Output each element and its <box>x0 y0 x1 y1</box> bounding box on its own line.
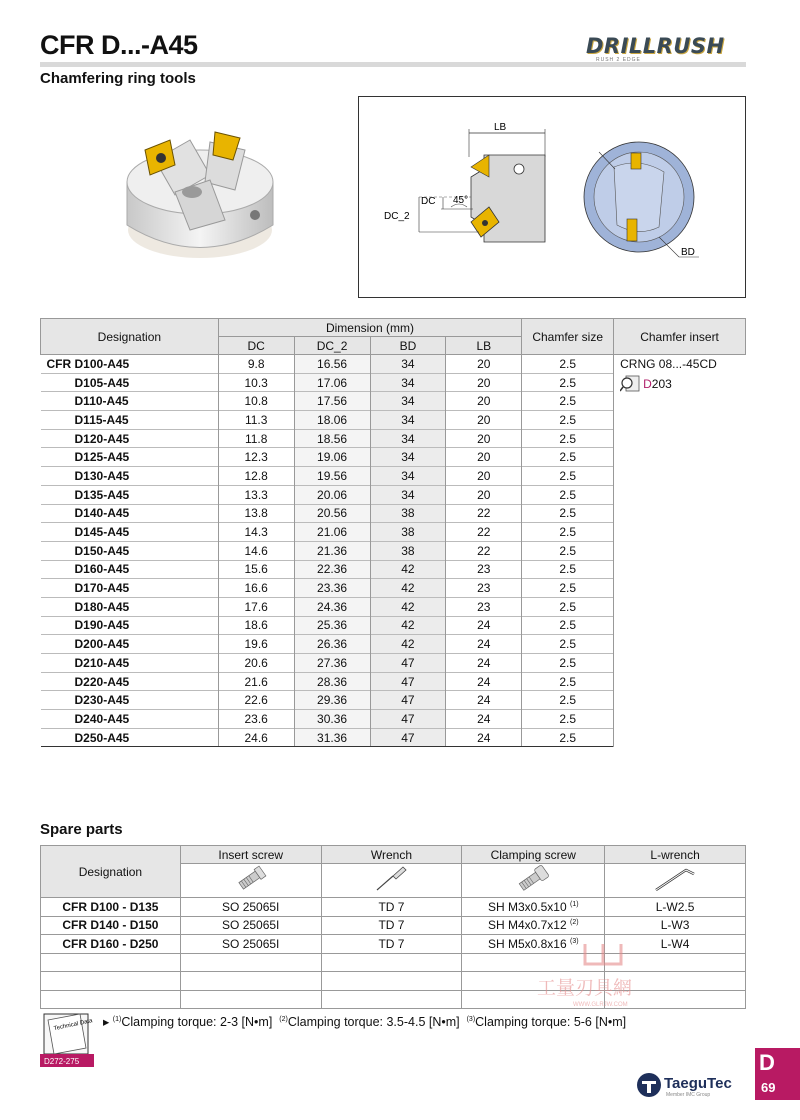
screwdriver-icon <box>371 864 411 894</box>
lb-cell: 23 <box>446 579 522 598</box>
designation-code: D170-A45 <box>74 581 130 596</box>
section-letter: D <box>759 1050 775 1075</box>
designation-cell <box>41 504 219 523</box>
designation-cell <box>41 523 219 542</box>
designation-code: D115-A45 <box>74 412 129 427</box>
col-lb: LB <box>446 337 522 355</box>
designation-code: D150-A45 <box>74 543 130 558</box>
torque-note-1: Clamping torque: 2-3 [N•m] <box>121 1015 273 1029</box>
dc-cell: 24.6 <box>218 728 294 747</box>
bd-cell: 47 <box>370 728 446 747</box>
spare-col-l-wrench: L-wrench <box>605 846 746 864</box>
designation-code: D110-A45 <box>74 394 129 409</box>
chamfer-size-cell: 2.5 <box>522 635 614 654</box>
footnote-marker: (3) <box>570 937 579 945</box>
lb-cell: 24 <box>446 654 522 673</box>
dc2-cell: 28.36 <box>294 672 370 691</box>
chamfer-size-cell: 2.5 <box>522 392 614 411</box>
dc2-cell: 18.56 <box>294 429 370 448</box>
triangle-bullet-icon: ▸ <box>103 1015 110 1029</box>
col-dc2: DC_2 <box>294 337 370 355</box>
wrench-cell: TD 7 <box>321 898 462 917</box>
spare-col-clamping-screw: Clamping screw <box>462 846 605 864</box>
dc-cell: 11.3 <box>218 411 294 430</box>
dc-cell: 12.3 <box>218 448 294 467</box>
bd-cell: 38 <box>370 541 446 560</box>
table-row <box>41 355 746 374</box>
dc2-cell: 18.06 <box>294 411 370 430</box>
chamfer-size-cell: 2.5 <box>522 616 614 635</box>
bd-cell: 34 <box>370 392 446 411</box>
designation-cell <box>41 485 219 504</box>
label-dc2: DC_2 <box>384 211 410 222</box>
magnifier-icon <box>620 375 640 393</box>
bd-cell: 47 <box>370 691 446 710</box>
col-chamfer-size: Chamfer size <box>522 319 614 355</box>
insert-ref-letter: D <box>643 377 652 391</box>
designation-code: D210-A45 <box>74 655 130 670</box>
chamfer-size-cell: 2.5 <box>522 654 614 673</box>
bd-cell: 34 <box>370 467 446 486</box>
chamfer-size-cell: 2.5 <box>522 373 614 392</box>
section-tab[interactable] <box>755 1048 800 1100</box>
designation-code: D160-A45 <box>74 562 130 577</box>
designation-prefix: CFR <box>46 356 72 371</box>
chamfer-size-cell: 2.5 <box>522 523 614 542</box>
designation-cell <box>41 635 219 654</box>
watermark-text: 工量刃具網 <box>537 977 633 999</box>
chamfer-size-cell: 2.5 <box>522 672 614 691</box>
chamfer-size-cell: 2.5 <box>522 579 614 598</box>
spare-designation: CFR D160 - D250 <box>41 935 181 954</box>
designation-code: D250-A45 <box>74 730 130 745</box>
lb-cell: 24 <box>446 691 522 710</box>
torque-note-2: Clamping torque: 3.5-4.5 [N•m] <box>287 1015 460 1029</box>
designation-cell <box>41 429 219 448</box>
dc-cell: 11.8 <box>218 429 294 448</box>
clamping-screw-icon-cell <box>462 864 605 898</box>
chamfer-size-cell: 2.5 <box>522 448 614 467</box>
insert-screw-cell: SO 25065I <box>180 898 321 917</box>
dc2-cell: 27.36 <box>294 654 370 673</box>
footnote-marker: (2) <box>570 919 579 927</box>
designation-cell <box>41 691 219 710</box>
bd-cell: 47 <box>370 672 446 691</box>
chamfer-size-cell: 2.5 <box>522 597 614 616</box>
designation-cell <box>41 467 219 486</box>
footnote-number: (3) <box>466 1015 476 1023</box>
logo-text: DRILLRUSH <box>586 34 725 58</box>
dc-cell: 13.8 <box>218 504 294 523</box>
dc-cell: 14.6 <box>218 541 294 560</box>
designation-cell <box>41 672 219 691</box>
technical-data-label: Technical Data <box>53 1018 94 1033</box>
l-wrench-icon <box>650 864 700 894</box>
page-subtitle: Chamfering ring tools <box>40 70 196 87</box>
dc-cell: 14.3 <box>218 523 294 542</box>
insert-code: CRNG 08...-45CD <box>620 357 717 371</box>
designation-code: D100-A45 <box>74 356 130 371</box>
dc2-cell: 16.56 <box>294 355 370 374</box>
chamfer-size-cell: 2.5 <box>522 411 614 430</box>
chamfer-size-cell: 2.5 <box>522 728 614 747</box>
designation-code: D145-A45 <box>74 525 130 540</box>
designation-code: D180-A45 <box>74 599 130 614</box>
chamfer-size-cell: 2.5 <box>522 485 614 504</box>
chamfer-size-cell: 2.5 <box>522 429 614 448</box>
designation-code: D130-A45 <box>74 468 130 483</box>
bd-cell: 34 <box>370 373 446 392</box>
bd-cell: 34 <box>370 448 446 467</box>
brand-sub: Member IMC Group <box>666 1092 711 1098</box>
designation-code: D230-A45 <box>74 693 130 708</box>
bd-cell: 34 <box>370 429 446 448</box>
dc2-cell: 21.06 <box>294 523 370 542</box>
watermark <box>533 937 673 1010</box>
technical-data-pages: D272-275 <box>44 1057 80 1066</box>
table-row <box>41 916 746 935</box>
designation-cell <box>41 654 219 673</box>
label-bd: BD <box>681 247 695 258</box>
drillrush-logo <box>578 34 748 64</box>
brand-name: TaeguTec <box>664 1075 732 1092</box>
insert-screw-icon <box>231 864 271 894</box>
dc2-cell: 25.36 <box>294 616 370 635</box>
dc2-cell: 31.36 <box>294 728 370 747</box>
bd-cell: 34 <box>370 485 446 504</box>
dimension-table <box>40 318 746 747</box>
designation-cell <box>41 392 219 411</box>
designation-cell <box>41 597 219 616</box>
lb-cell: 24 <box>446 728 522 747</box>
chamfer-size-cell: 2.5 <box>522 355 614 374</box>
clamping-screw-value: SH M3x0.5x10 <box>487 899 567 914</box>
bd-cell: 47 <box>370 654 446 673</box>
designation-cell <box>41 355 219 374</box>
dc2-cell: 29.36 <box>294 691 370 710</box>
wrench-cell: TD 7 <box>321 935 462 954</box>
dc-cell: 10.3 <box>218 373 294 392</box>
col-bd: BD <box>370 337 446 355</box>
dc-cell: 15.6 <box>218 560 294 579</box>
dc2-cell: 17.56 <box>294 392 370 411</box>
bd-cell: 42 <box>370 635 446 654</box>
watermark-url: WWW.GLRJW.COM <box>573 1002 628 1008</box>
dc-cell: 19.6 <box>218 635 294 654</box>
l-wrench-cell: L-W3 <box>605 916 746 935</box>
designation-cell <box>41 541 219 560</box>
dc2-cell: 20.56 <box>294 504 370 523</box>
lb-cell: 20 <box>446 355 522 374</box>
lb-cell: 20 <box>446 429 522 448</box>
l-wrench-icon-cell <box>605 864 746 898</box>
lb-cell: 20 <box>446 485 522 504</box>
label-lb: LB <box>494 122 507 133</box>
bd-cell: 34 <box>370 355 446 374</box>
lb-cell: 23 <box>446 560 522 579</box>
lb-cell: 24 <box>446 710 522 729</box>
lb-cell: 22 <box>446 504 522 523</box>
dc2-cell: 17.06 <box>294 373 370 392</box>
designation-code: D105-A45 <box>74 375 130 390</box>
page-title: CFR D...-A45 <box>40 30 198 60</box>
designation-cell <box>41 579 219 598</box>
dc-cell: 18.6 <box>218 616 294 635</box>
bd-cell: 42 <box>370 560 446 579</box>
bd-cell: 42 <box>370 579 446 598</box>
lb-cell: 24 <box>446 616 522 635</box>
clamping-screw-cell <box>462 916 605 935</box>
dc-cell: 12.8 <box>218 467 294 486</box>
dc2-cell: 30.36 <box>294 710 370 729</box>
bd-cell: 47 <box>370 710 446 729</box>
spare-col-designation: Designation <box>41 846 181 898</box>
tool-photo <box>115 120 285 265</box>
lb-cell: 24 <box>446 635 522 654</box>
dc-cell: 22.6 <box>218 691 294 710</box>
footnote-number: (1) <box>112 1015 122 1023</box>
designation-code: D125-A45 <box>74 450 130 465</box>
clamping-screw-value: SH M5x0.8x16 <box>487 936 567 951</box>
designation-code: D190-A45 <box>74 618 130 633</box>
clamping-screw-cell <box>462 898 605 917</box>
designation-code: D120-A45 <box>74 431 130 446</box>
clamping-screw-value: SH M4x0.7x12 <box>487 918 567 933</box>
dc-cell: 17.6 <box>218 597 294 616</box>
spare-col-insert-screw: Insert screw <box>180 846 321 864</box>
chamfer-size-cell: 2.5 <box>522 691 614 710</box>
lb-cell: 23 <box>446 597 522 616</box>
chamfer-size-cell: 2.5 <box>522 504 614 523</box>
wrench-cell: TD 7 <box>321 916 462 935</box>
designation-code: D220-A45 <box>74 674 130 689</box>
torque-note-3: Clamping torque: 5-6 [N•m] <box>475 1015 627 1029</box>
chamfer-insert-cell <box>614 355 746 747</box>
lb-cell: 24 <box>446 672 522 691</box>
wrench-icon-cell <box>321 864 462 898</box>
bd-cell: 34 <box>370 411 446 430</box>
designation-code: D200-A45 <box>74 637 130 652</box>
bd-cell: 38 <box>370 504 446 523</box>
dc-cell: 9.8 <box>218 355 294 374</box>
insert-page-ref[interactable] <box>620 375 739 393</box>
dc-cell: 16.6 <box>218 579 294 598</box>
spare-designation: CFR D100 - D135 <box>41 898 181 917</box>
designation-code: D140-A45 <box>74 506 130 521</box>
footnote-marker: (1) <box>570 900 579 908</box>
chamfer-size-cell: 2.5 <box>522 541 614 560</box>
designation-cell <box>41 728 219 747</box>
dc-cell: 20.6 <box>218 654 294 673</box>
dc2-cell: 23.36 <box>294 579 370 598</box>
spare-designation: CFR D140 - D150 <box>41 916 181 935</box>
dc2-cell: 22.36 <box>294 560 370 579</box>
col-chamfer-insert: Chamfer insert <box>614 319 746 355</box>
bd-cell: 38 <box>370 523 446 542</box>
bd-cell: 42 <box>370 597 446 616</box>
lb-cell: 22 <box>446 523 522 542</box>
designation-cell <box>41 448 219 467</box>
designation-cell <box>41 411 219 430</box>
insert-ref-page: 203 <box>651 377 672 391</box>
designation-code: D240-A45 <box>74 711 130 726</box>
dc-cell: 13.3 <box>218 485 294 504</box>
lb-cell: 20 <box>446 373 522 392</box>
lb-cell: 20 <box>446 467 522 486</box>
designation-cell <box>41 560 219 579</box>
lb-cell: 20 <box>446 392 522 411</box>
dc2-cell: 19.06 <box>294 448 370 467</box>
col-dimension: Dimension (mm) <box>218 319 521 337</box>
dc2-cell: 19.56 <box>294 467 370 486</box>
clamping-screw-icon <box>513 864 553 894</box>
label-angle: 45° <box>453 195 469 206</box>
spare-col-wrench: Wrench <box>321 846 462 864</box>
designation-code: D135-A45 <box>74 487 130 502</box>
dc2-cell: 24.36 <box>294 597 370 616</box>
designation-cell <box>41 616 219 635</box>
col-dc: DC <box>218 337 294 355</box>
l-wrench-cell: L-W2.5 <box>605 898 746 917</box>
lb-cell: 22 <box>446 541 522 560</box>
chamfer-size-cell: 2.5 <box>522 467 614 486</box>
chamfer-size-cell: 2.5 <box>522 560 614 579</box>
logo-subtext: RUSH 2 EDGE <box>596 57 641 63</box>
page-number: 69 <box>761 1080 776 1095</box>
footnote-number: (2) <box>279 1015 288 1023</box>
insert-screw-cell: SO 25065I <box>180 916 321 935</box>
designation-cell <box>41 710 219 729</box>
col-designation: Designation <box>41 319 219 355</box>
dc2-cell: 20.06 <box>294 485 370 504</box>
designation-cell <box>41 373 219 392</box>
torque-footnotes <box>103 1014 626 1029</box>
insert-screw-cell: SO 25065I <box>180 935 321 954</box>
dc2-cell: 26.36 <box>294 635 370 654</box>
insert-screw-icon-cell <box>180 864 321 898</box>
l-wrench-cell: L-W4 <box>605 935 746 954</box>
lb-cell: 20 <box>446 411 522 430</box>
lb-cell: 20 <box>446 448 522 467</box>
table-row <box>41 898 746 917</box>
taegutec-logo <box>636 1072 748 1100</box>
dc2-cell: 21.36 <box>294 541 370 560</box>
technical-data-link[interactable] <box>40 1012 94 1068</box>
technical-drawing <box>358 96 746 298</box>
dc-cell: 23.6 <box>218 710 294 729</box>
chamfer-size-cell: 2.5 <box>522 710 614 729</box>
bd-cell: 42 <box>370 616 446 635</box>
taegutec-emblem-icon <box>636 1072 662 1098</box>
dc-cell: 10.8 <box>218 392 294 411</box>
dc-cell: 21.6 <box>218 672 294 691</box>
label-dc: DC <box>421 196 436 207</box>
spare-parts-title: Spare parts <box>40 821 123 838</box>
